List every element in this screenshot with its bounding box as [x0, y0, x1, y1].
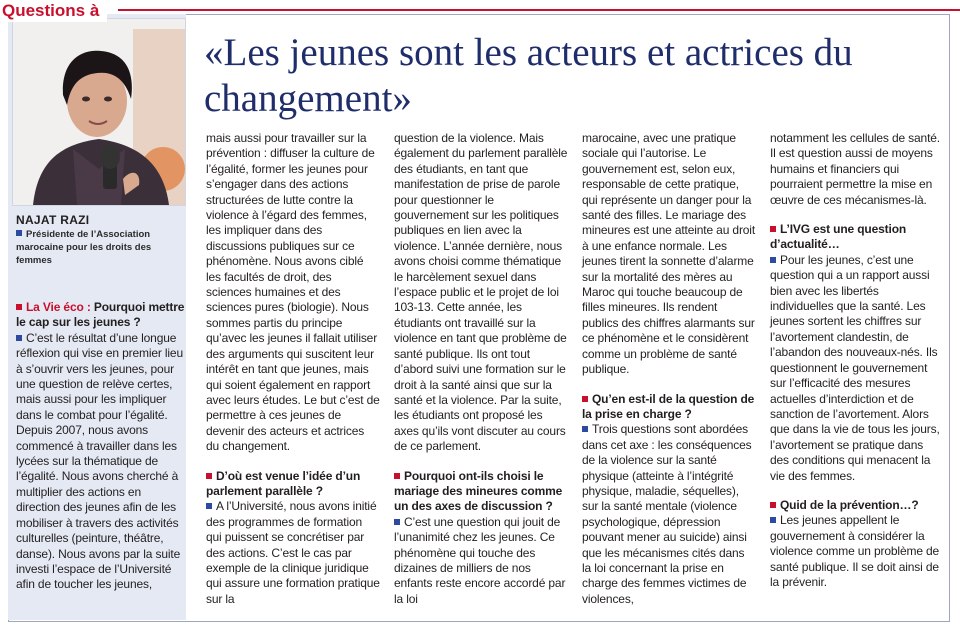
paragraph: notamment les cellules de santé. Il est question aussi de moyens humains et financiers qui pourraient permettre la mise en œuvre de ces mécanismes-là. [770, 131, 940, 207]
bullet-icon [770, 226, 776, 232]
bullet-icon [582, 426, 588, 432]
question-text: Quid de la prévention…? [780, 497, 919, 512]
answer-text: C’est une question qui jouit de l’unanimité chez les jeunes. Ce phénomène qui touche des dizaines de milliers de nos enfants reste encore accordé par la loi [394, 514, 566, 606]
person-role-text: Présidente de l’Association marocaine pour les droits des femmes [16, 229, 152, 266]
header-rule [118, 9, 960, 11]
bullet-icon [770, 517, 776, 523]
paragraph: marocaine, avec une pratique sociale qui l’autorise. Le gouvernement est, selon eux, responsable de cette pratique, qui représente un danger pour la santé des filles. Le mariage des mineures est une atteinte au droit à une enfance normale. Les jeunes tirent la sonnette d’alarme sur la mortalité des mères au Maroc qui touche beaucoup de filles mineures. Ils rendent publics des chiffres alarmants sur ce phénomène et le considèrent comme un problème de santé publique. [582, 131, 756, 377]
answer-text: Trois questions sont abordées dans cet axe : les conséquences de la violence sur la santé physique (atteinte à l’intégrité physique, maladie, séquelles), sur la santé mentale (violence psychologique, dépression pouvant mener au suicide) ainsi que les mécanismes cités dans la loi concernant la prise en charge des femmes victimes de violences, [582, 422, 752, 606]
question-3 [394, 469, 568, 515]
answer-text: C’est le résultat d’une longue réflexion qui vise en premier lieu à s’ouvrir vers les jeunes, pour une question de relève certes, mais aussi pour les impliquer dans le combat pour l’égalité. Depuis 2007, nous avons commencé à travailler dans les lycées sur la thématique de l’égalité. Nous avons cherché à multiplier des actions en direction des jeunes afin de les mobiliser à travers des activités culturelles (peinture, théâtre, danse). Nous avons par la suite investi l’espace de l’Université afin de toucher les jeunes, [16, 330, 183, 592]
la-vie-eco-label: La Vie éco : [26, 300, 91, 314]
column-5 [770, 131, 942, 590]
answer-6 [770, 513, 942, 590]
question-2 [206, 469, 380, 500]
bullet-icon [16, 230, 22, 236]
answer-4 [582, 422, 756, 607]
answer-3 [394, 515, 568, 607]
answer-text: Pour les jeunes, c’est une question qui a un rapport aussi bien avec les libertés individuelles que la santé. Les jeunes sortent les chiffres sur l’avortement clandestin, de l’abandon des nouveaux-nés. Ils questionnent le gouvernement sur l’efficacité des mesures actuelles d’interdiction et de sanction de l’avortement. Alors que dans la vie de tous les jours, l’avortement se pratique dans des conditions qui menacent la vie des femmes. [770, 252, 940, 483]
column-1 [16, 300, 188, 593]
bullet-icon [394, 519, 400, 525]
answer-5 [770, 253, 942, 484]
bullet-icon [16, 335, 22, 341]
column-2 [206, 131, 380, 607]
column-4 [582, 131, 756, 607]
bullet-icon [582, 396, 588, 402]
section-rubric: Questions à [0, 0, 107, 22]
question-text: Qu’en est-il de la question de la prise en charge ? [582, 391, 755, 421]
bullet-icon [16, 304, 22, 310]
answer-1 [16, 331, 188, 593]
bullet-icon [770, 502, 776, 508]
question-6 [770, 498, 942, 513]
column-3 [394, 131, 568, 607]
paragraph: mais aussi pour travailler sur la prévention : diffuser la culture de l’égalité, former les jeunes pour s’engager dans des actions structurées de lutte contre la violence à l’égard des femmes, les impliquer dans des discussions publiques sur ce phénomène. Nous avons ciblé les facultés de droit, des sciences humaines et des sciences pures (biologie). Nous sommes partis du principe qu’avec les jeunes il fallait utiliser des arguments qui suscitent leur intérêt en tant que jeunes, mais qui soient également en rapport avec leurs études. Le but c’est de permettre à ces jeunes de devenir des acteurs et actrices du changement. [206, 131, 380, 454]
question-text: Pourquoi ont-ils choisi le mariage des mineures comme un des axes de discussion ? [394, 468, 563, 514]
answer-2 [206, 499, 380, 607]
question-4 [582, 392, 756, 423]
paragraph: question de la violence. Mais également du parlement parallèle des étudiants, en tant que manifestation de prise de parole pour questionner le gouvernement sur les politiques publiques en lien avec la violence. L’année dernière, nous avons choisi comme thématique le harcèlement sexuel dans l’espace public et le projet de loi 103-13. Cette année, les étudiants ont travaillé sur la violence en tant que problème de santé publique. Ils ont tout d’abord suivi une formation sur le droit à la santé ainsi que sur la santé et la violence. Par la suite, les étudiants ont proposé les axes qu’ils vont discuter au cours de ce parlement. [394, 131, 568, 454]
question-5 [770, 222, 942, 253]
question-1 [16, 300, 188, 331]
answer-text: A l’Université, nous avons initié des programmes de formation qui puissent se concrétiser par des actions. C’est le cas par exemple de la clinique juridique qui assure une formation pratique sur la [206, 499, 380, 606]
bullet-icon [206, 503, 212, 509]
person-role [16, 228, 176, 267]
bullet-icon [394, 473, 400, 479]
portrait-photo [12, 18, 186, 206]
answer-text: Les jeunes appellent le gouvernement à considérer la violence comme un problème de santé publique. Il se doit ainsi de la prévenir. [770, 513, 940, 589]
person-name: NAJAT RAZI [16, 213, 90, 227]
question-text: L’IVG est une question d’actualité… [770, 222, 907, 252]
article-title: «Les jeunes sont les acteurs et actrices du changement» [204, 31, 853, 120]
bullet-icon [206, 473, 212, 479]
question-text: Pourquoi mettre le cap sur les jeunes ? [16, 300, 185, 330]
question-text: D’où est venue l’idée d’un parlement parallèle ? [206, 468, 361, 498]
bullet-icon [770, 257, 776, 263]
